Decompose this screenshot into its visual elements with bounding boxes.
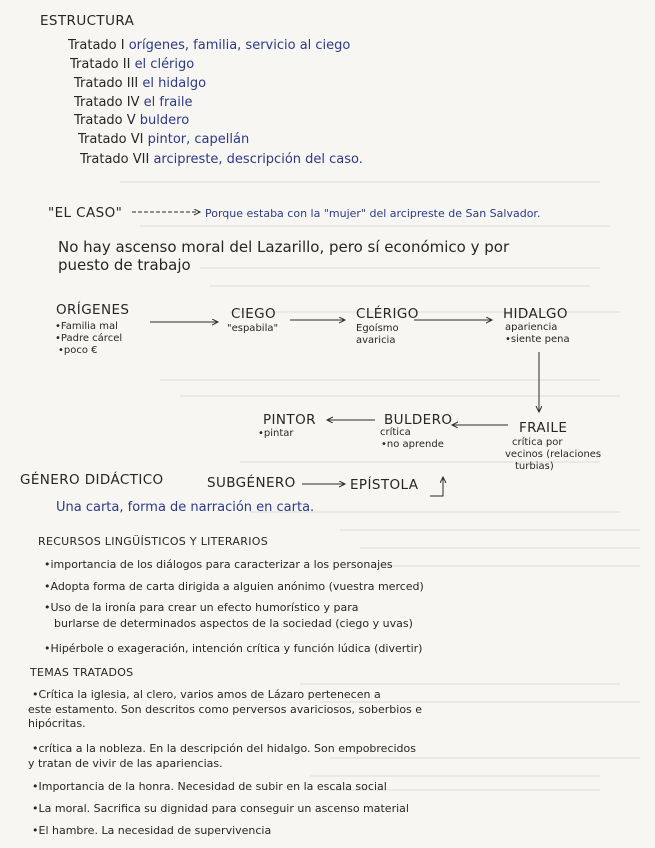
- subgenero-label: SUBGÉNERO: [207, 475, 296, 491]
- node-clerigo-note: Egoísmo: [356, 323, 399, 334]
- tema-item: •El hambre. La necesidad de supervivencia: [32, 824, 272, 837]
- node-fraile-note: crítica por: [512, 437, 563, 448]
- recurso-item: •Uso de la ironía para crear un efecto humorístico y para: [44, 601, 359, 614]
- tratado-description: arcipreste, descripción del caso.: [153, 152, 363, 167]
- recursos-title: RECURSOS LINGÜÍSTICOS Y LITERARIOS: [38, 535, 268, 548]
- temas-title: TEMAS TRATADOS: [30, 666, 134, 679]
- node-fraile-note: turbias): [515, 461, 554, 472]
- tratado-row: [74, 76, 206, 92]
- tratado-description: el clérigo: [134, 57, 195, 72]
- recurso-item: •Adopta forma de carta dirigida a alguien anónimo (vuestra merced): [44, 580, 424, 593]
- node-buldero-title: BULDERO: [384, 412, 453, 428]
- tratado-row: [68, 38, 350, 54]
- tema-item-cont: hipócritas.: [28, 717, 86, 730]
- node-pintor-note: •pintar: [258, 428, 294, 439]
- tratado-number: Tratado V: [74, 113, 136, 128]
- epistola-label: EPÍSTOLA: [350, 477, 419, 493]
- node-hidalgo-title: HIDALGO: [503, 306, 568, 322]
- tratado-description: el fraile: [143, 95, 193, 110]
- tratado-number: Tratado IV: [74, 95, 140, 110]
- tratado-number: Tratado VI: [78, 132, 144, 147]
- tratado-description: buldero: [139, 113, 190, 128]
- tratado-row: [74, 95, 192, 111]
- tema-item-cont: este estamento. Son descritos como perversos avariciosos, soberbios e: [28, 703, 423, 716]
- node-fraile-note: vecinos (relaciones: [505, 449, 602, 460]
- epistola-hook: [430, 477, 443, 496]
- node-pintor-title: PINTOR: [263, 412, 316, 428]
- tratado-number: Tratado III: [74, 76, 139, 91]
- tratado-row: [74, 113, 189, 129]
- tema-item: •Crítica la iglesia, al clero, varios amos de Lázaro pertenecen a: [32, 688, 381, 701]
- node-origenes-title: ORÍGENES: [56, 302, 130, 318]
- node-origenes-note: •poco €: [58, 345, 98, 356]
- tratado-description: orígenes, familia, servicio al ciego: [128, 38, 351, 53]
- node-fraile-title: FRAILE: [519, 420, 568, 436]
- tratado-number: Tratado II: [70, 57, 131, 72]
- tema-item-cont: y tratan de vivir de las apariencias.: [28, 757, 223, 770]
- tema-item: •La moral. Sacrifica su dignidad para conseguir un ascenso material: [32, 802, 409, 815]
- node-buldero-note: •no aprende: [381, 439, 444, 450]
- node-origenes-note: •Padre cárcel: [55, 333, 123, 344]
- tratado-row: [80, 152, 363, 168]
- caso-line-1: No hay ascenso moral del Lazarillo, pero sí económico y por: [58, 238, 510, 256]
- node-hidalgo-note: apariencia: [505, 322, 558, 333]
- recurso-item: •importancia de los diálogos para caracterizar a los personajes: [44, 558, 393, 571]
- recurso-item-cont: burlarse de determinados aspectos de la sociedad (ciego y uvas): [54, 617, 413, 630]
- node-ciego-note: "espabila": [227, 323, 279, 334]
- tratado-description: el hidalgo: [142, 76, 207, 91]
- node-origenes-note: •Familia mal: [55, 321, 118, 332]
- node-clerigo-note: avaricia: [356, 335, 396, 346]
- caso-label: "EL CASO": [48, 205, 123, 221]
- tema-item: •crítica a la nobleza. En la descripción del hidalgo. Son empobrecidos: [32, 742, 416, 755]
- tratado-row: [78, 132, 249, 148]
- genero-label: GÉNERO DIDÁCTICO: [20, 472, 164, 488]
- tratado-number: Tratado VII: [80, 152, 150, 167]
- tratado-row: [70, 57, 194, 73]
- caso-description: Porque estaba con la "mujer" del arcipreste de San Salvador.: [205, 207, 541, 220]
- tratado-description: pintor, capellán: [147, 132, 250, 147]
- tratado-number: Tratado I: [68, 38, 125, 53]
- tema-item: •Importancia de la honra. Necesidad de subir en la escala social: [32, 780, 387, 793]
- estructura-title: ESTRUCTURA: [40, 13, 135, 29]
- node-clerigo-title: CLÉRIGO: [356, 306, 419, 322]
- node-ciego-title: CIEGO: [231, 306, 277, 322]
- caso-line-2: puesto de trabajo: [58, 256, 191, 274]
- node-buldero-note: crítica: [380, 427, 411, 438]
- node-hidalgo-note: •siente pena: [505, 334, 570, 345]
- genero-description: Una carta, forma de narración en carta.: [56, 500, 315, 515]
- recurso-item: •Hipérbole o exageración, intención crítica y función lúdica (divertir): [44, 642, 423, 655]
